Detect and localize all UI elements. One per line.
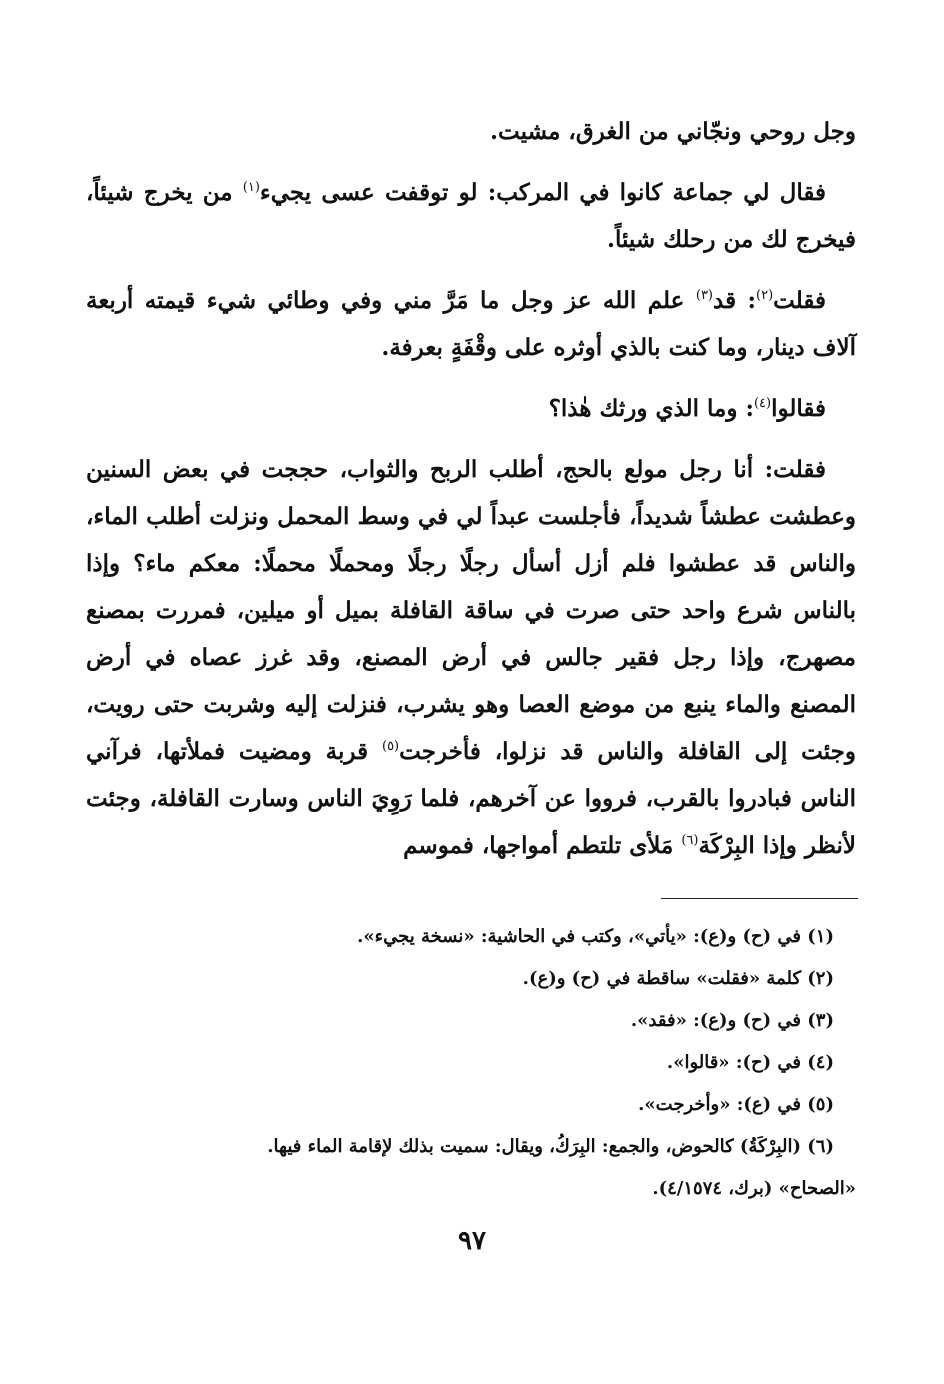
footnote-marker: (٦) xyxy=(681,833,699,848)
footnote-marker: (٤) xyxy=(753,396,772,411)
paragraph-2 xyxy=(86,169,856,263)
footnote-3: (٣) في (ح) و(ع): «فقد». xyxy=(630,1010,834,1031)
footnote-2: (٢) كلمة «فقلت» ساقطة في (ح) و(ع). xyxy=(522,968,834,989)
footnote-marker: (١) xyxy=(242,180,260,195)
text-run: فقال لي جماعة كانوا في المركب: لو توقفت عسى يجيء xyxy=(259,179,826,206)
text-run: : قد xyxy=(713,287,757,314)
text-run: : وما الذي ورثك هٰذا؟ xyxy=(548,395,754,422)
footnote-marker: (٢) xyxy=(756,288,774,303)
page-number: ٩٧ xyxy=(458,1226,486,1256)
text-run: وجل روحي ونجّاني من الغرق، مشيت. xyxy=(490,118,856,145)
footnote-6-continued: «الصحاح» (برك، ٤/١٥٧٤). xyxy=(652,1178,856,1199)
footnotes xyxy=(86,916,856,1210)
main-text xyxy=(86,108,856,883)
footnote-marker: (٣) xyxy=(695,288,713,303)
footnote-1: (١) في (ح) و(ع): «يأتي»، وكتب في الحاشية: «نسخة يجيء». xyxy=(357,926,834,947)
paragraph-3 xyxy=(86,277,856,371)
footnote-5: (٥) في (ع): «وأخرجت». xyxy=(638,1094,834,1115)
text-run: من يخرج شيئاً، فيخرج لك من رحلك شيئاً. xyxy=(86,179,856,253)
paragraph-5 xyxy=(86,446,856,869)
footnote-marker: (٥) xyxy=(381,739,400,754)
text-run: فقلت: أنا رجل مولع بالحج، أطلب الربح والثواب، حججت في بعض السنين وعطشت عطشاً شديداً، فأجلست عبداً لي في وسط المحمل ونزلت أطلب الماء، والناس قد عطشوا فلم أزل أسأل رجلًا رجلًا ومحملًا محملًا: معكم ماء؟ وإذا بالناس شرع واحد حتى صرت في ساقة القافلة بميل أو ميلين، فمررت بمصنع مصهرج، وإذا رجل فقير جالس في أرض المصنع، وقد غرز عصاه في أرض المصنع والماء ينبع من موضع العصا وهو يشرب، فنزلت إليه وشربت حتى رويت، وجئت إلى القافلة والناس قد نزلوا، فأخرجت xyxy=(86,456,856,765)
footnote-4: (٤) في (ح): «قالوا». xyxy=(666,1052,834,1073)
text-run: مَلأى تلتطم أمواجها، فموسم xyxy=(403,832,682,859)
paragraph-4 xyxy=(86,385,856,432)
text-run: فقلت xyxy=(773,287,826,314)
paragraph-1 xyxy=(86,108,856,155)
footnote-separator xyxy=(661,898,858,899)
text-run: فقالوا xyxy=(771,395,826,422)
footnote-6: (٦) (البِرْكَةُ) كالحوض، والجمع: البِرَكُ، ويقال: سميت بذلك لإقامة الماء فيها. xyxy=(267,1136,834,1157)
text-run: علم الله عز وجل ما مَرَّ مني وفي وطائي شيء قيمته أربعة آلاف دينار، وما كنت بالذي أوثره على وقْفَةٍ بعرفة. xyxy=(86,287,856,361)
text-run: قربة ومضيت فملأتها، فرآني الناس فبادروا بالقرب، فرووا عن آخرهم، فلما رَوِيَ الناس وسارت القافلة، وجئت لأنظر وإذا البِرْكَة xyxy=(86,738,856,859)
